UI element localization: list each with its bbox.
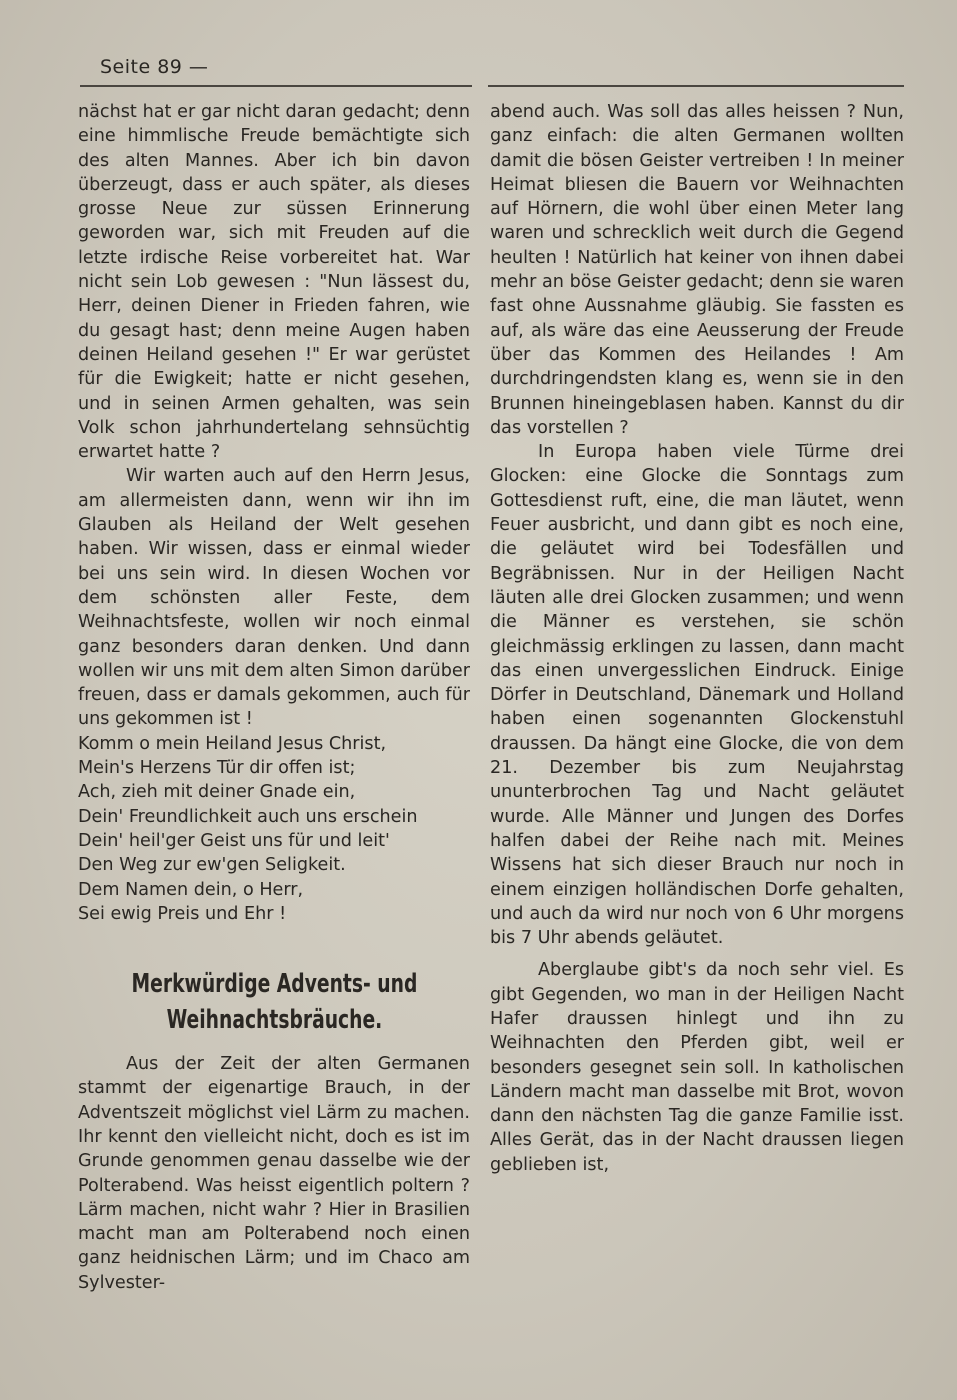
verse-line: Ach, zieh mit deiner Gnade ein, (78, 782, 356, 803)
verse-line: Dein' Freundlichkeit auch uns erschein (78, 806, 418, 827)
verse-line: Komm o mein Heiland Jesus Christ, (78, 733, 387, 754)
paragraph: nächst hat er gar nicht daran gedacht; denn eine himmlische Freude bemächtigte sich des alten Mannes. Aber ich bin davon überzeugt, dass er auch später, als dieses grosse Neue zur süssen Erinnerung geworden war, sich mit Freuden auf die letzte irdische Reise vorbereitet hat. War nicht sein Lob gewesen : "Nun lässest du, Herr, deinen Diener in Frieden fahren, wie du gesagt hast; denn meine Augen haben deinen Heiland gesehen !" Er war gerüstet für die Ewigkeit; hatte er nicht gesehen, und in seinen Armen gehalten, was sein Volk schon jahrhundertelang sehnsüchtig erwartet hatte ? (78, 102, 470, 463)
paragraph: Wir warten auch auf den Herrn Jesus, am allermeisten dann, wenn wir ihn im Glauben als Heiland der Welt gesehen haben. Wir wissen, dass er einmal wieder bei uns sein wird. In diesen Wochen vor dem schönsten aller Feste, dem Weihnachtsfeste, wollen wir noch einmal ganz besonders daran denken. Und dann wollen wir uns mit dem alten Simon darüber freuen, dass er damals gekommen, auch für uns gekommen ist ! (78, 466, 470, 730)
page-number: Seite 89 — (100, 56, 209, 78)
verse-line: Sei ewig Preis und Ehr ! (78, 903, 287, 924)
header-rule-right (488, 85, 904, 87)
verse-line: Mein's Herzens Tür dir offen ist; (78, 758, 356, 779)
paragraph: In Europa haben viele Türme drei Glocken: eine Glocke die Sonntags zum Gottesdienst ruft, eine, die man läutet, wenn Feuer ausbricht, und dann gibt es noch eine, die geläutet wird bei Todesfällen und Begräbnissen. Nur in der Heiligen Nacht läuten alle drei Glocken zusammen; und wenn die Männer es verstehen, sie schön gleichmässig erklingen zu lassen, dann macht das einen unvergesslichen Eindruck. Einige Dörfer in Deutschland, Dänemark und Holland haben einen sogenannten Glockenstuhl draussen. Da hängt eine Glocke, die von dem 21. Dezember bis zum Neujahrstag ununterbrochen Tag und Nacht geläutet wurde. Alle Männer und Jungen des Dorfes halfen dabei der Reihe nach mit. Meines Wissens hat sich dieser Brauch nur noch in einem einzigen holländischen Dorfe gehalten, und auch da wird nur noch von 6 Uhr morgens bis 7 Uhr abends geläutet. (490, 442, 904, 949)
verse-line: Dein' heil'ger Geist uns für und leit' (78, 830, 390, 851)
article-heading: Merkwürdige Advents- und Weihnachtsbräuche. (131, 969, 417, 1036)
right-column (490, 100, 904, 1177)
header-rule-left (80, 85, 472, 87)
paragraph: Aus der Zeit der alten Germanen stammt der eigenartige Brauch, in der Adventszeit möglichst viel Lärm zu machen. Ihr kennt den vielleicht nicht, doch es ist im Grunde genommen genau dasselbe wie der Polterabend. Was heisst eigentlich poltern ? Lärm machen, nicht wahr ? Hier in Brasilien macht man am Polterabend noch einen ganz heidnischen Lärm; und im Chaco am Sylvester- (78, 1054, 470, 1293)
hymn-verse (78, 732, 470, 926)
verse-line: Dem Namen dein, o Herr, (78, 879, 304, 900)
paragraph: abend auch. Was soll das alles heissen ? Nun, ganz einfach: die alten Germanen wollten damit die bösen Geister vertreiben ! In meiner Heimat bliesen die Bauern vor Weihnachten auf Hörnern, die wohl über einen Meter lang waren und schrecklich weit durch die Gegend heulten ! Natürlich hat keiner von ihnen dabei mehr an böse Geister gedacht; denn sie waren fast ohne Aussnahme gläubig. Sie fassten es auf, als wäre das eine Aeusserung der Freude über das Kommen des Heilandes ! Am durchdringendsten klang es, wenn sie in den Brunnen hineingeblasen haben. Kannst du dir das vorstellen ? (490, 102, 904, 438)
paragraph: Aberglaube gibt's da noch sehr viel. Es gibt Gegenden, wo man in der Heiligen Nacht Hafer draussen hinlegt und ihn zu Weihnachten den Pferden gibt, weil er besonders gesegnet sein soll. In katholischen Ländern macht man dasselbe mit Brot, wovon dann den nächsten Tag die ganze Familie isst. Alles Gerät, das in der Nacht draussen liegen geblieben ist, (490, 960, 904, 1175)
left-column (78, 100, 470, 1295)
verse-line: Den Weg zur ew'gen Seligkeit. (78, 855, 346, 876)
